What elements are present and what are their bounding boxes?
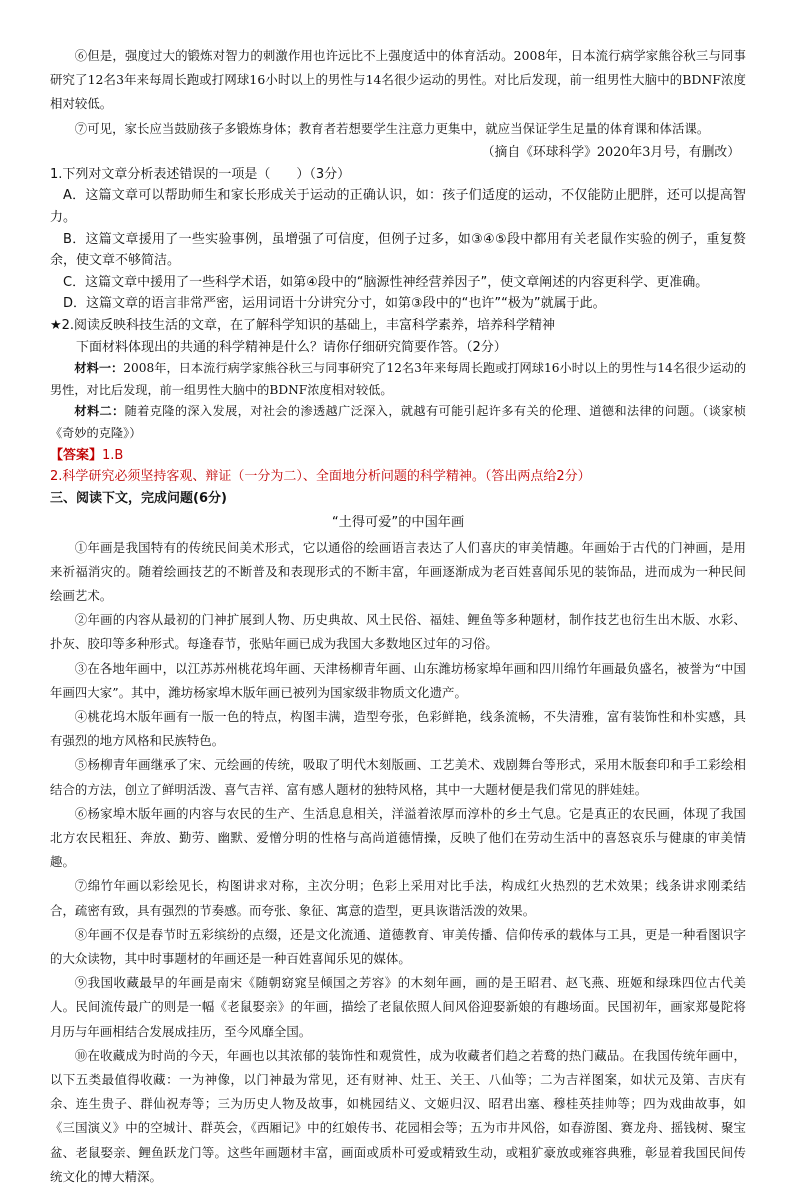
paragraph-7: ⑦可见，家长应当鼓励孩子多锻炼身体；教育者若想要学生注意力更集中，就应当保证学生足量的体育课和体活课。 (74, 120, 710, 136)
material-1 (50, 358, 746, 401)
material-2-label: 材料二： (74, 404, 125, 419)
article-paragraph: ⑧年画不仅是春节时五彩缤纷的点缀，还是文化流通、道德教育、审美传播、信仰传承的载体与工具，更是一种看图识字的大众读物，其中时事题材的年画还是一种百姓喜闻乐见的媒体。 (50, 926, 746, 966)
question-1-option-b: B．这篇文章援用了一些实验事例，虽增强了可信度，但例子过多，如③④⑤段中都用有关老鼠作实验的例子，重复赘余，使文章不够简洁。 (50, 231, 746, 269)
article-paragraph: ⑥杨家埠木版年画的内容与农民的生产、生活息息相关，洋溢着浓厚而淳朴的乡土气息。它是真正的农民画，体现了我国北方农民粗狂、奔放、勤劳、幽默、爱憎分明的性格与高尚道德情操，反映了他们在劳动生活中的喜怒哀乐与健康的审美情趣。 (50, 805, 746, 870)
answer-line-1 (50, 445, 746, 466)
article-paragraph: ④桃花坞木版年画有一版一色的特点，构图丰满，造型夸张，色彩鲜艳，线条流畅，不失清雅，富有装饰性和朴实感，具有强烈的地方风格和民族特色。 (50, 708, 746, 749)
section-3-heading: 三、阅读下文，完成问题(6分) (50, 490, 227, 506)
article-paragraph: ③在各地年画中，以江苏苏州桃花坞年画、天津杨柳青年画、山东潍坊杨家埠年画和四川绵竹年画最负盛名，被誉为“中国年画四大家”。其中，潍坊杨家埠木版年画已被列为国家级非物质文化遗产。 (50, 660, 746, 700)
question-1-stem: 1.下列对文章分析表述错误的一项是（ ）（3分） (50, 166, 351, 182)
article-paragraph: ②年画的内容从最初的门神扩展到人物、历史典故、风土民俗、福娃、鲤鱼等多种题材，制作技艺也衍生出木版、水彩、扑灰、胶印等多种形式。每逢春节，张贴年画已成为我国大多数地区过年的习俗。 (50, 612, 746, 652)
material-1-label: 材料一： (74, 361, 124, 376)
answer-1: 1.B (102, 447, 124, 463)
article-paragraph: ⑨我国收藏最早的年画是南宋《随朝窈窕呈倾国之芳容》的木刻年画，画的是王昭君、赵飞燕、班姬和绿珠四位古代美人。民间流传最广的则是一幅《老鼠娶亲》的年画，描绘了老鼠依照人间风俗迎娶新娘的有趣场面。民国初年，画家郑曼陀将月历与年画相结合发展成挂历，至今风靡全国。 (50, 975, 746, 1039)
question-2-stem: ★2.阅读反映科技生活的文章，在了解科学知识的基础上，丰富科学素养，培养科学精神 (50, 317, 556, 333)
article-paragraph: ⑤杨柳青年画继承了宋、元绘画的传统，吸取了明代木刻版画、工艺美术、戏剧舞台等形式，采用木版套印和手工彩绘相结合的方法，创立了鲜明活泼、喜气吉祥、富有感人题材的独特风格，其中一大题材便是我们常见的胖娃娃。 (50, 757, 746, 797)
question-1-option-d: D．这篇文章的语言非常严密，运用词语十分讲究分寸，如第③段中的“也许”“极为”就属于此。 (63, 296, 606, 312)
question-2 (50, 315, 746, 445)
answer-block (50, 445, 746, 487)
answer-tag: 【答案】 (50, 447, 103, 463)
paragraph-6: ⑥但是，强度过大的锻炼对智力的刺激作用也许远比不上强度适中的体育活动。2008年，日本流行病学家熊谷秋三与同事研究了12名3年来每周长跑或打网球16小时以上的男性与14名很少运动的男性。对比后发现，前一组男性大脑中的BDNF浓度相对较低。 (50, 48, 746, 112)
question-1-option-c: C．这篇文章中援用了一些科学术语，如第④段中的“脑源性神经营养因子”，使文章阐述的内容更科学、更准确。 (63, 274, 709, 290)
article-paragraph: ⑩在收藏成为时尚的今天，年画也以其浓郁的装饰性和观赏性，成为收藏者们趋之若鹜的热门藏品。在我国传统年画中，以下五类最值得收藏：一为神像，以门神最为常见，还有财神、灶王、关王、八仙等；二为吉祥图案，如状元及第、吉庆有余、连生贵子、群仙祝寿等；三为历史人物及故事，如桃园结义、文姬归汉、昭君出塞、穆桂英挂帅等；四为戏曲故事，如《三国演义》中的空城计、群英会，《西厢记》中的红娘传书、花园相会等；五为市井风俗，如春游图、赛龙舟、摇钱树、聚宝盆、老鼠娶亲、鲤鱼跃龙门等。这些年画题材丰富，画面或质朴可爱或精致生动，或粗犷豪放或雍容典雅，彰显着我国民间传统文化的博大精深。 (50, 1047, 746, 1184)
question-1 (50, 164, 746, 315)
article-paragraph: ①年画是我国特有的传统民间美术形式，它以通俗的绘画语言表达了人们喜庆的审美情趣。年画始于古代的门神画，是用来祈福消灾的。随着绘画技艺的不断普及和表现形式的不断丰富，年画逐渐成为老百姓喜闻乐见的装饰品，进而成为一种民间绘画艺术。 (50, 539, 746, 603)
section-3 (50, 488, 746, 1189)
material-2-text: 随着克隆的深入发展，对社会的渗透越广泛深入，就越有可能引起许多有关的伦理、道德和法律的问题。（谈家桢《奇妙的克隆》） (50, 404, 746, 440)
answer-line-2: 2.科学研究必须坚持客观、辩证（一分为二）、全面地分析问题的科学精神。（答出两点给2分） (50, 468, 591, 484)
question-1-option-a: A．这篇文章可以帮助师生和家长形成关于运动的正确认识，如：孩子们适度的运动，不仅能防止肥胖，还可以提高智力。 (50, 188, 746, 225)
article-paragraph: ⑦绵竹年画以彩绘见长，构图讲求对称，主次分明；色彩上采用对比手法，构成红火热烈的艺术效果；线条讲求刚柔结合，疏密有致，具有强烈的节奏感。而夸张、象征、寓意的造型，更具诙谐活泼的效果。 (50, 878, 746, 918)
question-2-prompt: 下面材料体现出的共通的科学精神是什么？请你仔细研究简要作答。（2分） (76, 339, 507, 355)
article-title: “土得可爱”的中国年画 (331, 514, 465, 530)
passage-continuation (50, 44, 746, 164)
material-1-text: 2008年，日本流行病学家熊谷秋三与同事研究了12名3年来每周长跑或打网球16小时以上的男性与14名很少运动的男性，对比后发现，前一组男性大脑中的BDNF浓度相对较低。 (50, 361, 747, 397)
source-citation: （摘自《环球科学》2020年3月号，有删改） (481, 144, 740, 160)
material-2 (50, 401, 746, 444)
